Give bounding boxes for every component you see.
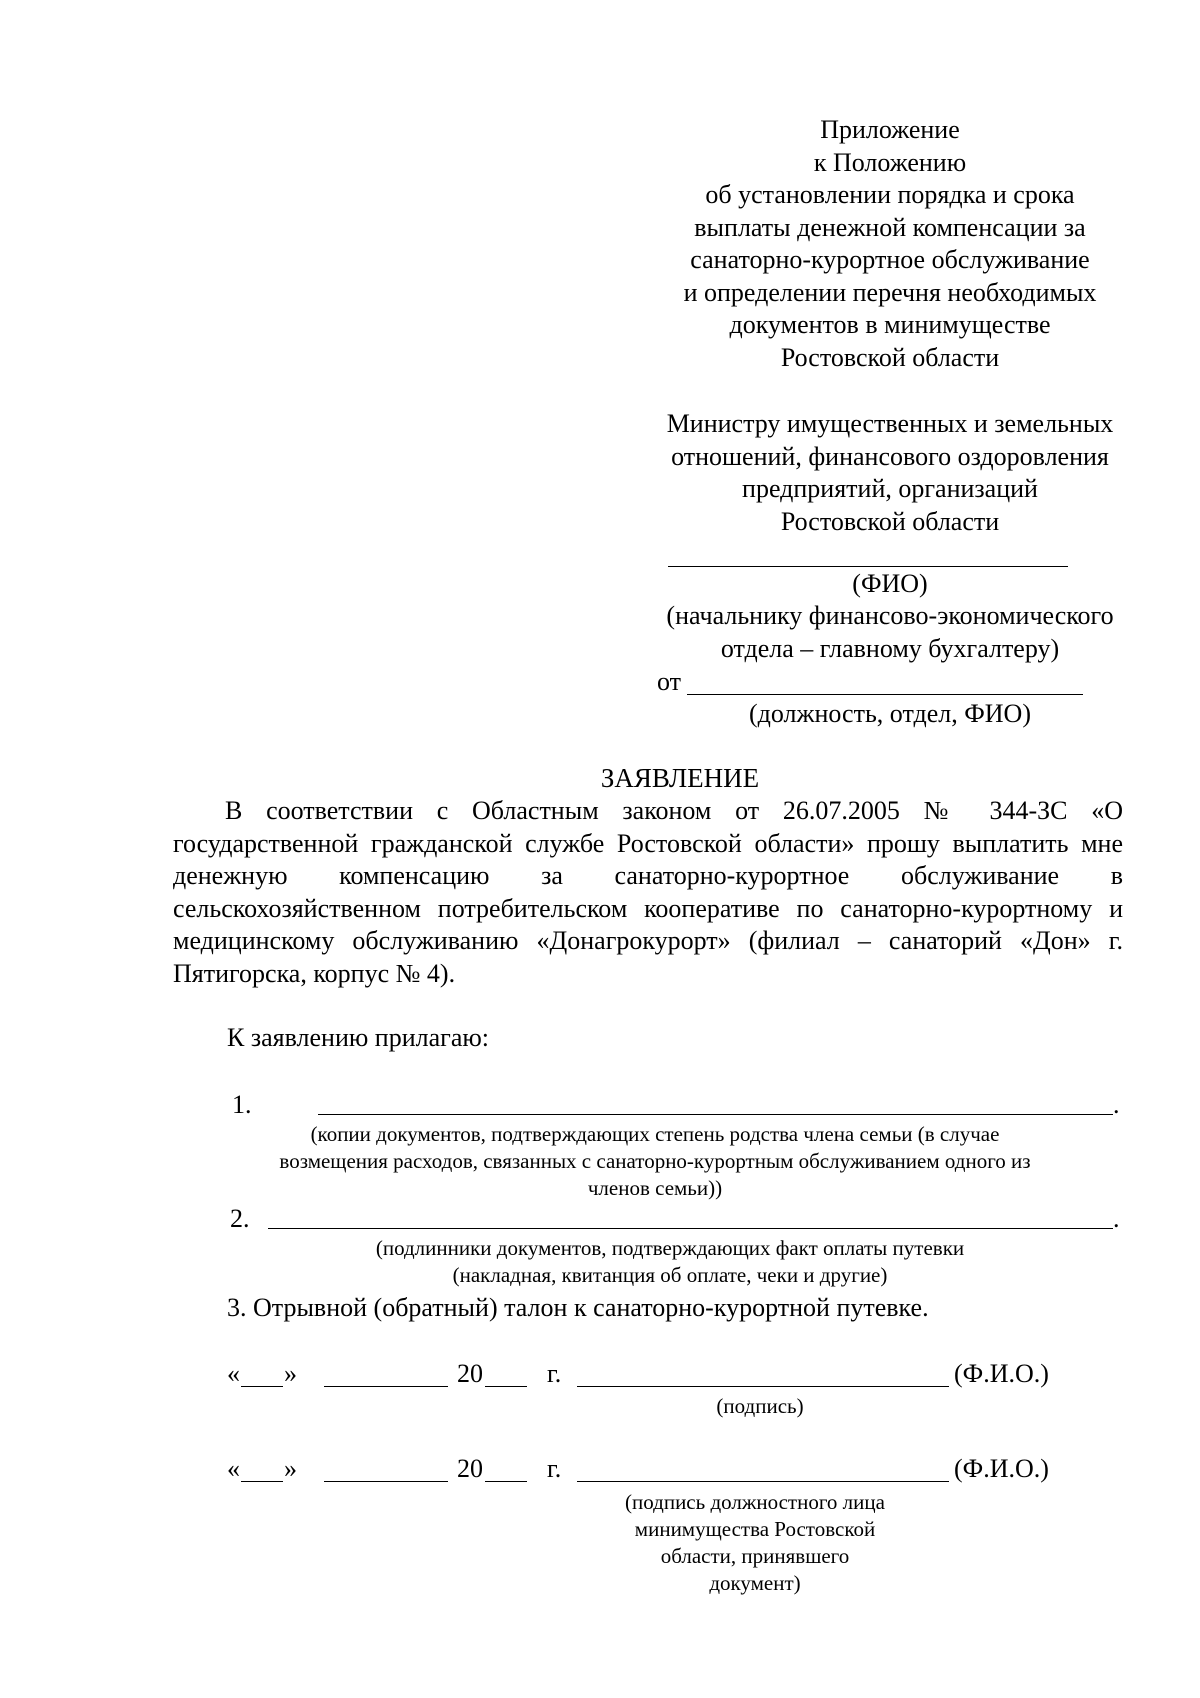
attach-intro: К заявлению прилагаю: (227, 1023, 490, 1052)
addressee-line: предприятий, организаций (742, 474, 1038, 503)
date-quote-close: » (284, 1359, 297, 1388)
date-month-line (324, 1481, 448, 1482)
signature-2-caption (580, 1489, 930, 1597)
item-1-end: . (1113, 1090, 1120, 1119)
caption-line: области, принявшего (660, 1544, 850, 1568)
caption-line: (подпись) (716, 1394, 804, 1418)
caption-line: (копии документов, подтверждающих степень родства члена семьи (в случае (310, 1122, 1000, 1146)
appendix-line: к Положению (813, 147, 967, 177)
addressee-block (600, 408, 1180, 538)
date-year-line (485, 1481, 527, 1482)
item-2-end: . (1113, 1204, 1120, 1233)
appendix-line: и определении перечня необходимых (683, 277, 1097, 307)
appendix-line: Приложение (820, 115, 960, 144)
addressee-alt-line: отдела – главному бухгалтеру) (720, 633, 1060, 663)
caption-line: (накладная, квитанция об оплате, чеки и другие) (452, 1263, 888, 1287)
appendix-line: Ростовской области (780, 342, 1000, 372)
addressee-alt-line: (начальнику финансово-экономического (666, 601, 1114, 630)
signature-1-caption (620, 1393, 900, 1420)
appendix-line: выплаты денежной компенсации за (694, 212, 1086, 242)
date-year-prefix: 20 (457, 1454, 483, 1483)
appendix-header (600, 114, 1180, 374)
item-2-number: 2. (230, 1204, 250, 1233)
item-2-caption (300, 1235, 1040, 1289)
date-year-line (485, 1386, 527, 1387)
date-year-suffix: г. (547, 1359, 562, 1388)
from-label: от (657, 667, 682, 696)
document-title: ЗАЯВЛЕНИЕ (600, 763, 760, 793)
caption-line: документ) (709, 1571, 801, 1595)
caption-line: (подпись должностного лица (625, 1490, 885, 1514)
addressee-fio-caption: (ФИО) (852, 569, 928, 598)
signature-row-2 (227, 1453, 1127, 1487)
signature-fio: (Ф.И.О.) (954, 1454, 1049, 1483)
date-year-suffix: г. (547, 1454, 562, 1483)
date-month-line (324, 1386, 448, 1387)
addressee-line: Ростовской области (780, 506, 1000, 536)
addressee-line: отношений, финансового оздоровления (671, 441, 1109, 471)
from-line (687, 694, 1083, 695)
date-year-prefix: 20 (457, 1359, 483, 1388)
addressee-line: Министру имущественных и земельных (666, 409, 1114, 438)
signature-line (577, 1481, 949, 1482)
caption-line: членов семьи)) (587, 1176, 723, 1200)
date-quote-open: « (227, 1359, 240, 1388)
date-quote-open: « (227, 1454, 240, 1483)
addressee-alt-block (600, 600, 1180, 665)
signature-line (577, 1386, 949, 1387)
date-day-line (241, 1386, 283, 1387)
item-3-text: 3. Отрывной (обратный) талон к санаторно-курортной путевке. (227, 1293, 929, 1322)
appendix-line: санаторно-курортное обслуживание (690, 245, 1090, 274)
caption-line: минимущества Ростовской (634, 1517, 876, 1541)
caption-line: возмещения расходов, связанных с санаторно-курортным обслуживанием одного из (279, 1149, 1031, 1173)
appendix-line: документов в минимуществе (729, 310, 1051, 339)
body-paragraph (173, 795, 1123, 990)
appendix-line: об установлении порядка и срока (705, 180, 1075, 209)
date-day-line (241, 1481, 283, 1482)
item-1-caption (195, 1121, 1115, 1202)
addressee-fio-line (668, 566, 1068, 567)
item-2-line (268, 1228, 1113, 1229)
from-caption: (должность, отдел, ФИО) (749, 699, 1031, 728)
item-1-number: 1. (232, 1090, 252, 1119)
item-1-line (318, 1114, 1113, 1115)
date-quote-close: » (284, 1454, 297, 1483)
signature-row-1 (227, 1358, 1127, 1392)
signature-fio: (Ф.И.О.) (954, 1359, 1049, 1388)
caption-line: (подлинники документов, подтверждающих факт оплаты путевки (375, 1236, 965, 1260)
body-text: В соответствии с Областным законом от 26.07.2005 № 344-ЗС «О государственной гражданской службе Ростовской области» прошу выплатить мне денежную компенсацию за санаторно-курортное обслуживание в сельскохозяйственном потребительском кооперативе по санаторно-курортному и медицинскому обслуживанию «Донагрокурорт» (филиал – санаторий «Дон» г. Пятигорска, корпус № 4). (173, 796, 1123, 988)
